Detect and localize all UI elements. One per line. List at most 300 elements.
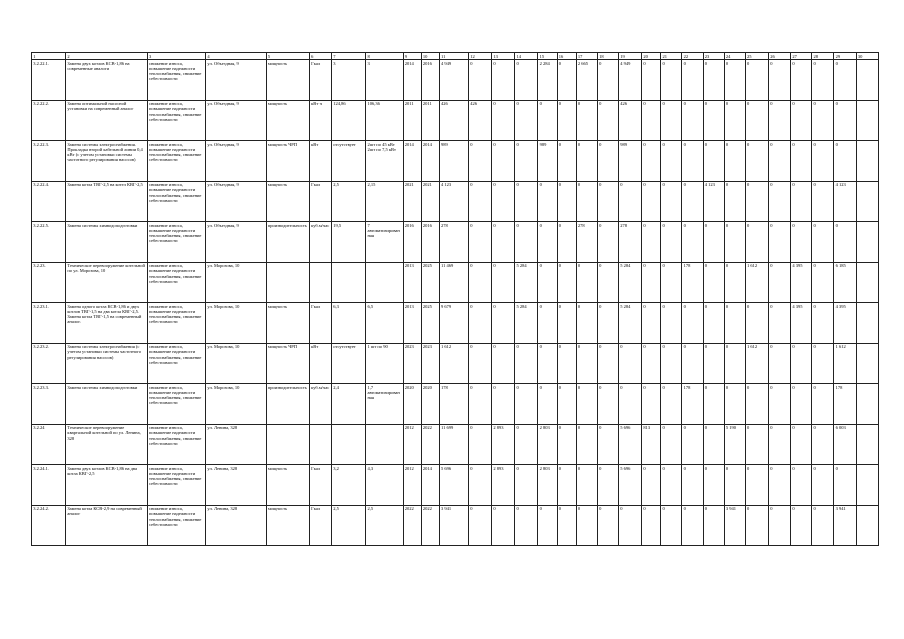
table-cell: 2016 (403, 222, 421, 263)
table-cell: 1 шт по 90 (366, 343, 403, 384)
table-cell: 0 (469, 222, 492, 263)
table-cell: 2016 (421, 60, 439, 101)
table-cell: 0 (515, 505, 538, 546)
table-cell: 0 (469, 141, 492, 182)
table-cell: 0 (834, 465, 856, 506)
table-cell: 0 (642, 60, 661, 101)
table-cell: 0 (492, 60, 515, 101)
header-row (32, 53, 879, 60)
column-number-cell: 11 (439, 53, 468, 60)
table-cell: ул. Морозова, 10 (206, 384, 266, 425)
table-cell: 0 (642, 505, 661, 546)
table-cell: 0 (745, 60, 768, 101)
table-cell: снижение износа, повышение надежности теплоснабжения, снижение себестоимости (147, 141, 205, 182)
table-cell: производительность (266, 222, 309, 263)
table-cell: 2025 (421, 303, 439, 344)
table-cell (856, 100, 878, 141)
column-number-cell: 1 (32, 53, 66, 60)
table-cell: 0 (597, 303, 618, 344)
table-row (32, 60, 879, 101)
table-cell: 0 (791, 60, 812, 101)
table-cell: 2011 (421, 100, 439, 141)
table-cell: 0 (576, 100, 597, 141)
table-cell: снижение износа, повышение надежности теплоснабжения, снижение себестоимости (147, 465, 205, 506)
table-cell: 3,2 (332, 465, 366, 506)
table-cell: 2013 (403, 262, 421, 303)
table-cell: 0 (724, 303, 745, 344)
table-cell: 0 (576, 465, 597, 506)
table-cell: 3.2.23.2. (32, 343, 66, 384)
table-cell: 2011 (403, 100, 421, 141)
table-cell: 0 (492, 262, 515, 303)
table-cell: 5 696 (619, 465, 642, 506)
table-cell: 0 (682, 303, 703, 344)
table-cell: 0 (724, 465, 745, 506)
table-cell: 813 (642, 424, 661, 465)
table-cell: 0 (557, 262, 576, 303)
table-cell: 4 949 (619, 60, 642, 101)
table-cell: 0 (812, 100, 834, 141)
table-cell: 2023 (403, 343, 421, 384)
table-cell: 178 (682, 384, 703, 425)
table-cell: 0 (557, 303, 576, 344)
table-cell: 0 (661, 384, 682, 425)
table-cell: Замена системы электроснабжения (с учетом установки системы частотного регулирования насосов) (66, 343, 148, 384)
table-cell: 2020 (403, 384, 421, 425)
table-cell: Техническое перевооружение котельной по ул. Морозова, 10 (66, 262, 148, 303)
table-cell: 0 (597, 100, 618, 141)
table-cell: мощность ЧРП (266, 343, 309, 384)
table-cell: 0 (791, 505, 812, 546)
table-cell: Замена двух котлов КСВ-1,86 на современные аналоги (66, 60, 148, 101)
table-cell: 278 (576, 222, 597, 263)
table-row (32, 343, 879, 384)
table-cell: 278 (619, 222, 642, 263)
column-number-cell: 24 (724, 53, 745, 60)
column-number-cell: 22 (682, 53, 703, 60)
table-cell: 0 (597, 60, 618, 101)
table-cell: 0 (661, 303, 682, 344)
table-cell: 3.2.22.5. (32, 222, 66, 263)
table-cell: 0 (769, 465, 791, 506)
column-number-cell: 3 (147, 53, 205, 60)
table-cell: ул. Морозова, 10 (206, 262, 266, 303)
table-cell: 0 (769, 384, 791, 425)
table-cell: 2020 (421, 384, 439, 425)
table-cell: кВт (309, 343, 331, 384)
table-cell: Замена двух котлов КСВ-1,86 на два котла КВГ-2,5 (66, 465, 148, 506)
table-cell: 2шт по 45 кВт 2шт по 7,5 кВт (366, 141, 403, 182)
table-cell: ул. Объездная, 9 (206, 100, 266, 141)
table-cell: ул. Ленина, 328 (206, 465, 266, 506)
table-cell: 0 (557, 343, 576, 384)
table-cell (332, 262, 366, 303)
table-cell: 0 (682, 505, 703, 546)
table-cell: 4 395 (791, 262, 812, 303)
column-number-cell: 23 (703, 53, 724, 60)
table-cell: ул. Объездная, 9 (206, 60, 266, 101)
table-cell: 3.2.22.2. (32, 100, 66, 141)
table-cell: 0 (812, 181, 834, 222)
table-cell: 6 003 (834, 424, 856, 465)
table-cell: 0 (745, 424, 768, 465)
table-cell: 5 284 (515, 262, 538, 303)
table-cell: 2012 (403, 465, 421, 506)
table-cell: мощность (266, 60, 309, 101)
table-cell: 3 941 (724, 505, 745, 546)
table-cell: 3.2.23. (32, 262, 66, 303)
table-cell: Замена котла ТВГ-2,5 на котел КВГ-2,5 (66, 181, 148, 222)
table-cell: 0 (642, 262, 661, 303)
table-cell: 4 123 (439, 181, 468, 222)
table-cell: 0 (724, 100, 745, 141)
column-number-cell: 15 (538, 53, 557, 60)
table-cell: 0 (515, 343, 538, 384)
table-cell: 0 (661, 262, 682, 303)
table-cell: 1 612 (834, 343, 856, 384)
table-cell: 0 (557, 384, 576, 425)
table-cell: 2014 (421, 141, 439, 182)
table-cell (856, 384, 878, 425)
table-cell: 4 123 (834, 181, 856, 222)
table-cell: 0 (515, 424, 538, 465)
table-cell: 11 699 (439, 424, 468, 465)
table-cell: 0 (619, 384, 642, 425)
column-number-cell: 14 (515, 53, 538, 60)
table-cell: 0 (682, 60, 703, 101)
table-cell: 0 (682, 465, 703, 506)
table-cell: 0 (724, 181, 745, 222)
table-cell: 0 (812, 465, 834, 506)
table-cell: 0 (557, 465, 576, 506)
table-cell: 0 (597, 343, 618, 384)
table-cell: 0 (682, 222, 703, 263)
table-cell: 0 (812, 343, 834, 384)
table-cell: 0 (538, 505, 557, 546)
table-cell (856, 424, 878, 465)
table-cell: 124,86 (332, 100, 366, 141)
table-cell: 0 (745, 505, 768, 546)
table-cell: 426 (439, 100, 468, 141)
table-row (32, 505, 879, 546)
table-cell: 0 (642, 384, 661, 425)
table-cell: 0 (469, 60, 492, 101)
table-row (32, 100, 879, 141)
table-cell: снижение износа, повышение надежности теплоснабжения, снижение себестоимости (147, 424, 205, 465)
table-cell: 0 (834, 60, 856, 101)
table-cell: ул. Морозова, 10 (206, 343, 266, 384)
table-cell: 3 (366, 60, 403, 101)
column-number-cell: 9 (403, 53, 421, 60)
table-cell: 2014 (403, 60, 421, 101)
table-cell: Гкал (309, 60, 331, 101)
table-cell: Техническое перевооружение квартальной котельной по ул. Ленина, 328 (66, 424, 148, 465)
table-cell: 0 (538, 384, 557, 425)
table-cell: 0 (642, 100, 661, 141)
table-cell: 0 (834, 141, 856, 182)
table-cell: 0 (703, 222, 724, 263)
table-cell: 0 (703, 141, 724, 182)
column-number-cell: 20 (642, 53, 661, 60)
table-cell: мощность (266, 100, 309, 141)
table-cell: 0 (769, 60, 791, 101)
table-cell: 0 (769, 303, 791, 344)
table-cell: ул. Морозова, 10 (206, 303, 266, 344)
table-cell: 4 395 (834, 303, 856, 344)
investment-program-table (31, 52, 879, 546)
table-cell: 989 (619, 141, 642, 182)
table-cell: 0 (812, 424, 834, 465)
table-cell: куб.м/час (309, 222, 331, 263)
table-cell (856, 343, 878, 384)
table-cell: 0 (791, 343, 812, 384)
table-cell: 2 803 (538, 465, 557, 506)
table-cell: Замена системы химводоподготовки (66, 384, 148, 425)
table-cell: 0 (642, 141, 661, 182)
table-cell: 0 (769, 343, 791, 384)
table-cell: 0 (703, 343, 724, 384)
table-cell: 2 893 (492, 424, 515, 465)
table-cell: 0 (576, 303, 597, 344)
table-cell (856, 141, 878, 182)
table-cell: 0 (682, 343, 703, 384)
table-body (32, 53, 879, 546)
table-cell: Замена системы химводоподготовки (66, 222, 148, 263)
table-cell: 5 284 (515, 303, 538, 344)
table-cell: 9 679 (439, 303, 468, 344)
table-cell: 2012 (403, 424, 421, 465)
table-cell (856, 465, 878, 506)
table-cell: 2 893 (492, 465, 515, 506)
table-cell: 0 (576, 181, 597, 222)
table-cell: 0 (661, 141, 682, 182)
table-cell: 0 (492, 100, 515, 141)
table-cell: 0 (769, 222, 791, 263)
table-cell: 2022 (403, 505, 421, 546)
column-number-cell: 12 (469, 53, 492, 60)
table-row (32, 141, 879, 182)
table-cell: 2 803 (538, 424, 557, 465)
table-cell: 0 (661, 505, 682, 546)
table-cell (266, 262, 309, 303)
table-cell: отсутствует (332, 343, 366, 384)
table-cell: Гкал (309, 303, 331, 344)
table-cell: 2016 (421, 222, 439, 263)
table-cell: Гкал (309, 181, 331, 222)
table-cell (309, 424, 331, 465)
table-cell: мощность (266, 465, 309, 506)
table-cell: Замена одного котла КСВ-1,86 и двух котлов ТВГ-1,5 на два котла КВГ-2,5. Замена котла ТВГ-1,5 на современный аналог. (66, 303, 148, 344)
table-cell: 0 (597, 222, 618, 263)
table-cell: снижение износа, повышение надежности теплоснабжения, снижение себестоимости (147, 262, 205, 303)
table-cell: ул. Ленина, 328 (206, 424, 266, 465)
table-cell: 0 (745, 465, 768, 506)
table-cell: кВт (309, 141, 331, 182)
column-number-cell: 25 (745, 53, 768, 60)
table-cell: 0 (724, 60, 745, 101)
table-cell: 2,5 (332, 181, 366, 222)
table-cell: снижение износа, повышение надежности теплоснабжения, снижение себестоимости (147, 384, 205, 425)
table-cell: 0 (703, 505, 724, 546)
table-cell: Гкал (309, 465, 331, 506)
table-cell (856, 60, 878, 101)
table-cell: 0 (576, 262, 597, 303)
table-cell: 1,7 автоматизированная (366, 384, 403, 425)
table-cell: 2023 (421, 343, 439, 384)
table-cell: 0 (492, 181, 515, 222)
table-cell: 3 941 (439, 505, 468, 546)
table-cell: 11 469 (439, 262, 468, 303)
table-cell: 2013 (403, 303, 421, 344)
table-cell (856, 222, 878, 263)
table-cell: 0 (576, 424, 597, 465)
table-cell: 6 185 (834, 262, 856, 303)
table-cell: 1 612 (745, 343, 768, 384)
table-cell: 3.2.24.2. (32, 505, 66, 546)
table-cell: 0 (557, 222, 576, 263)
table-cell: ул. Объездная, 9 (206, 222, 266, 263)
table-cell: 2 665 (576, 60, 597, 101)
table-cell: 0 (469, 303, 492, 344)
table-cell: 0 (745, 181, 768, 222)
table-cell: 2,5 (366, 505, 403, 546)
table-cell: 3.2.24 (32, 424, 66, 465)
table-cell: 0 (619, 181, 642, 222)
table-cell: 0 (812, 384, 834, 425)
table-cell: 0 (515, 181, 538, 222)
table-cell: 4 123 (703, 181, 724, 222)
table-cell: снижение износа, повышение надежности теплоснабжения, снижение себестоимости (147, 60, 205, 101)
table-cell: 5 284 (619, 303, 642, 344)
table-cell: ул. Объездная, 9 (206, 141, 266, 182)
table-row (32, 262, 879, 303)
table-cell: кВт·ч (309, 100, 331, 141)
table-cell (332, 424, 366, 465)
table-cell: 0 (619, 343, 642, 384)
table-cell: 0 (661, 222, 682, 263)
table-cell: 0 (724, 343, 745, 384)
table-cell: 0 (724, 262, 745, 303)
table-cell: 0 (515, 222, 538, 263)
table-cell: 0 (538, 303, 557, 344)
table-cell: 4,3 (366, 465, 403, 506)
table-cell: 0 (745, 303, 768, 344)
table-cell: 0 (812, 303, 834, 344)
table-cell (366, 262, 403, 303)
table-cell: 0 (597, 505, 618, 546)
column-number-cell: 21 (661, 53, 682, 60)
table-cell: 2025 (421, 262, 439, 303)
table-cell: 2,5 (332, 505, 366, 546)
column-number-cell: 7 (332, 53, 366, 60)
table-cell: 0 (538, 181, 557, 222)
table-cell: 0 (597, 424, 618, 465)
table-cell: 0 (769, 100, 791, 141)
table-cell: 0 (642, 181, 661, 222)
column-number-cell: 18 (597, 53, 618, 60)
table-cell: 0 (492, 222, 515, 263)
table-cell: 0 (469, 424, 492, 465)
table-cell (366, 424, 403, 465)
table-cell: 0 (492, 505, 515, 546)
table-cell: 0 (834, 100, 856, 141)
table-row (32, 465, 879, 506)
table-cell: 0 (812, 262, 834, 303)
table-cell: 1 612 (439, 343, 468, 384)
table-cell: ул. Объездная, 9 (206, 181, 266, 222)
column-number-cell: 19 (619, 53, 642, 60)
table-cell: 0 (769, 141, 791, 182)
table-cell: 0 (791, 181, 812, 222)
table-cell: 3 941 (834, 505, 856, 546)
table-cell: снижение износа, повышение надежности теплоснабжения, снижение себестоимости (147, 181, 205, 222)
table-cell: 3.2.22.1. (32, 60, 66, 101)
table-cell: 2,15 (366, 181, 403, 222)
column-number-cell: 28 (812, 53, 834, 60)
column-number-cell: 8 (366, 53, 403, 60)
table-cell: 0 (703, 262, 724, 303)
table-cell: 0 (724, 141, 745, 182)
table-cell: 4 949 (439, 60, 468, 101)
column-number-cell: 30 (856, 53, 878, 60)
table-cell: 0 (557, 100, 576, 141)
table-cell: 0 (791, 465, 812, 506)
table-cell: 0 (661, 181, 682, 222)
table-cell: 0 (791, 384, 812, 425)
table-cell: 0 (724, 384, 745, 425)
table-cell: 3.2.24.1. (32, 465, 66, 506)
table-cell: 0 (642, 465, 661, 506)
table-cell: 0 (576, 505, 597, 546)
table-cell: 3 (332, 60, 366, 101)
table-cell: 1 612 (745, 262, 768, 303)
table-cell: Замена котла КСВ-2,9 на современный аналог (66, 505, 148, 546)
table-cell: ул. Ленина, 328 (206, 505, 266, 546)
table-cell: 0 (515, 60, 538, 101)
table-row (32, 222, 879, 263)
table-cell: Гкал (309, 505, 331, 546)
table-cell: 0 (469, 505, 492, 546)
table-cell (309, 262, 331, 303)
table-cell: 0 (538, 262, 557, 303)
table-row (32, 424, 879, 465)
table-cell: мощность ЧРП (266, 141, 309, 182)
table-cell: 5 696 (619, 424, 642, 465)
table-cell: 0 (682, 424, 703, 465)
table-cell: 0 (834, 222, 856, 263)
table-cell: 0 (661, 465, 682, 506)
table-cell: 0 (576, 384, 597, 425)
table-cell: 0 (469, 343, 492, 384)
table-cell (266, 424, 309, 465)
table-cell: 0 (576, 343, 597, 384)
table-cell: 3.2.22.4. (32, 181, 66, 222)
table-cell: 2022 (421, 505, 439, 546)
table-cell: 0 (703, 424, 724, 465)
table-cell: 0 (642, 303, 661, 344)
table-cell: 5 696 (439, 465, 468, 506)
table-cell: 0 (469, 262, 492, 303)
table-cell: 0 (812, 60, 834, 101)
table-cell: 178 (682, 262, 703, 303)
table-cell: 0 (557, 60, 576, 101)
table-cell: 0 (661, 424, 682, 465)
table-cell: 0 (557, 141, 576, 182)
table-cell: 0 (791, 141, 812, 182)
table-cell: 2021 (421, 181, 439, 222)
table-cell: 2014 (421, 465, 439, 506)
table-cell: 0 (745, 384, 768, 425)
